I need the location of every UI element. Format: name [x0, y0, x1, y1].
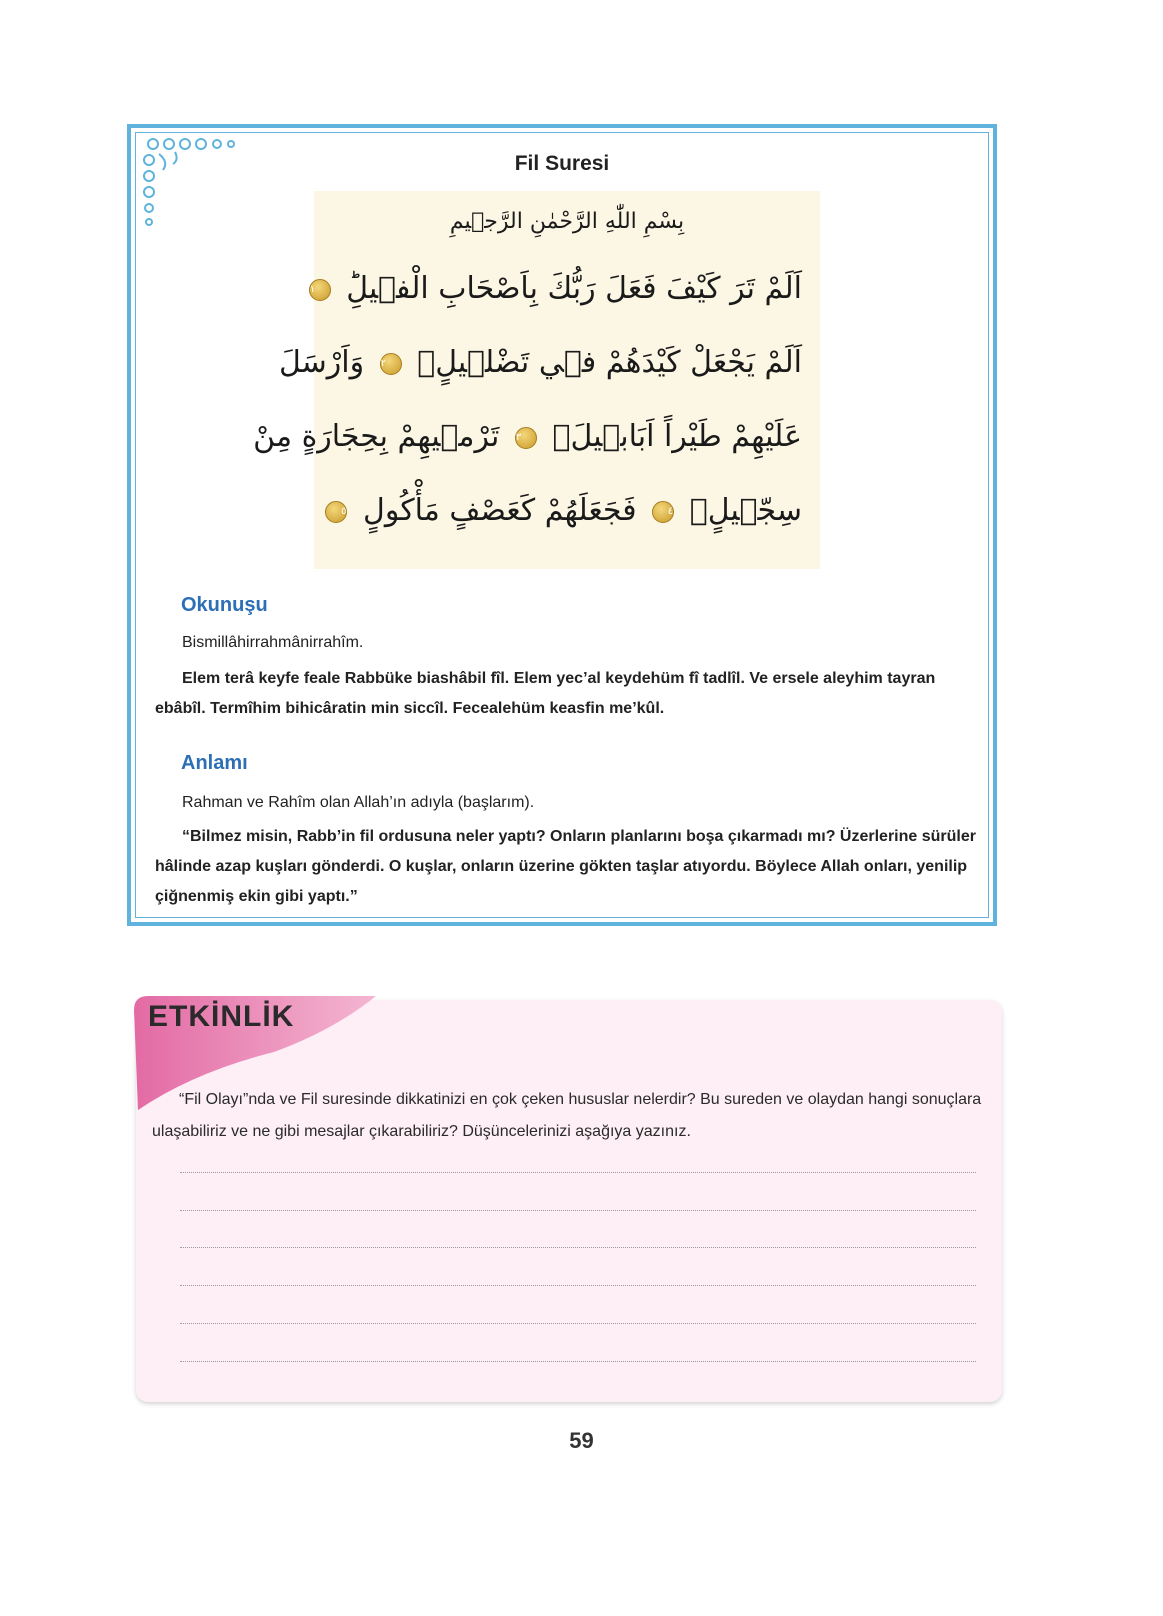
ayah-line-4	[332, 474, 802, 548]
ayah-line-2	[278, 326, 802, 400]
ayah-text: اَلَمْ يَجْعَلْ كَيْدَهُمْ ف۪ي تَضْل۪يلٍۙ	[417, 345, 802, 380]
ayah-number-icon: ٥	[325, 501, 347, 523]
corner-ornament-icon	[139, 134, 259, 234]
ayah-number-icon: ٢	[380, 353, 402, 375]
activity-title: ETKİNLİK	[148, 1000, 295, 1033]
answer-line[interactable]	[180, 1323, 976, 1324]
ayah-text: سِجّ۪يلٍۙ	[689, 493, 802, 528]
ayah-text: اَلَمْ تَرَ كَيْفَ فَعَلَ رَبُّكَ بِاَصْحَابِ الْف۪يلِؕ	[346, 271, 802, 306]
ayah-number-icon: ٣	[515, 427, 537, 449]
anlami-heading: Anlamı	[181, 752, 248, 774]
answer-line[interactable]	[180, 1285, 976, 1286]
ayah-line-1	[309, 252, 802, 326]
ayah-number-icon: ٤	[652, 501, 674, 523]
page-number: 59	[569, 1428, 594, 1453]
answer-line[interactable]	[180, 1172, 976, 1173]
ayah-text: وَاَرْسَلَ	[278, 345, 365, 380]
answer-line[interactable]	[180, 1361, 976, 1362]
arabic-text-panel	[253, 191, 820, 569]
sure-title: Fil Suresi	[514, 152, 610, 175]
okunusu-text: Elem terâ keyfe feale Rabbüke biashâbil fîl. Elem yec’al keydehüm fî tadlîl. Ve ersele aleyhim tayran ebâbîl. Termîhim bihicâratin min siccîl. Fecealehüm keasfin me’kûl.	[155, 670, 936, 717]
basmala: بِسْمِ اللّٰهِ الرَّحْمٰنِ الرَّج۪يمِ	[449, 209, 685, 234]
okunusu-basmala: Bismillâhirrahmânirrahîm.	[182, 634, 364, 651]
anlami-text: “Bilmez misin, Rabb’in fil ordusuna neler yaptı? Onların planlarını boşa çıkarmadı mı? Üzerlerine sürüler hâlinde azap kuşları gönderdi. O kuşlar, onların üzerine gökten taşlar atıyordu. Böylece Allah onları, yenilip çiğnenmiş ekin gibi yaptı.”	[155, 828, 976, 905]
answer-line[interactable]	[180, 1210, 976, 1211]
ayah-line-3	[253, 400, 802, 474]
ayah-number-icon: ١	[309, 279, 331, 301]
ayah-text: تَرْم۪يهِمْ بِحِجَارَةٍ مِنْ	[253, 419, 500, 454]
activity-question: “Fil Olayı”nda ve Fil suresinde dikkatinizi en çok çeken hususlar nelerdir? Bu sureden ve olaydan hangi sonuçlara ulaşabiliriz ve ne gibi mesajlar çıkarabiliriz? Düşüncelerinizi aşağıya yazınız.	[152, 1091, 982, 1140]
okunusu-heading: Okunuşu	[181, 594, 268, 616]
answer-line[interactable]	[180, 1247, 976, 1248]
ayah-text: فَجَعَلَهُمْ كَعَصْفٍ مَأْكُولٍ	[363, 493, 637, 528]
sure-frame	[127, 124, 997, 926]
anlami-basmala: Rahman ve Rahîm olan Allah’ın adıyla (başlarım).	[182, 794, 535, 811]
ayah-text: عَلَيْهِمْ طَيْراً اَبَاب۪يلَۙ	[552, 419, 802, 454]
